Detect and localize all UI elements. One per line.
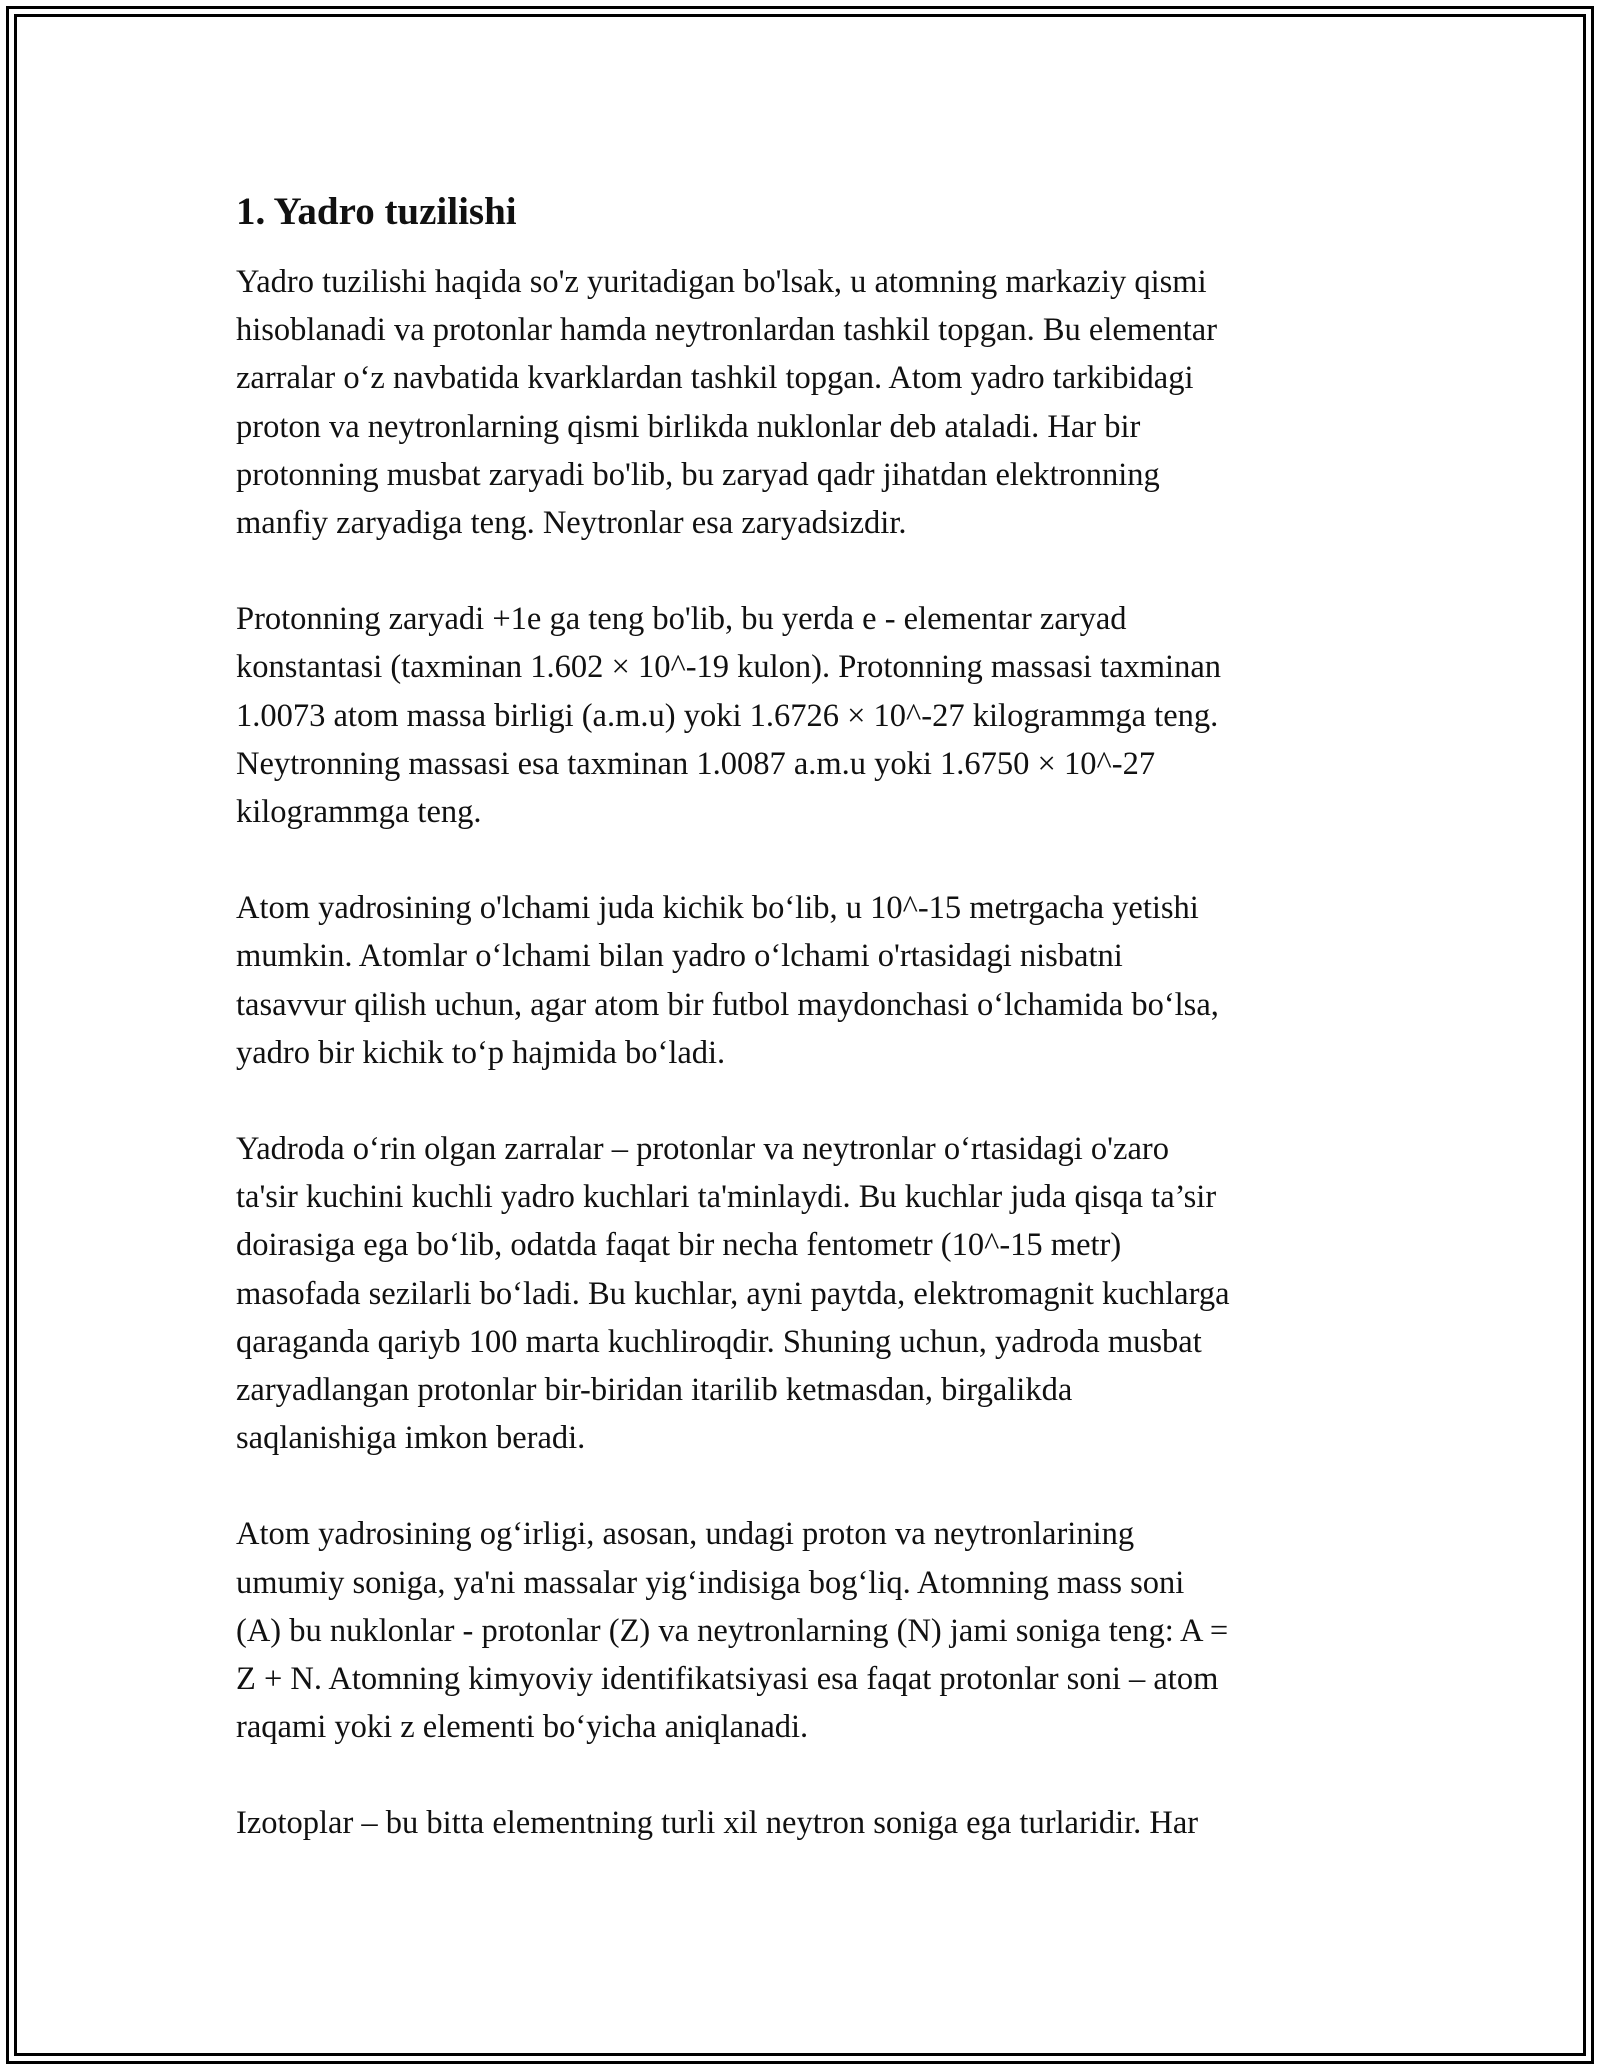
paragraph-2: Protonning zaryadi +1e ga teng bo'lib, bu yerda e - elementar zaryad konstantasi (taxminan 1.602 × 10^-19 kulon). Protonning massasi taxminan 1.0073 atom massa birligi (a.m.u) yoki 1.6726 × 10^-27 kilogrammga teng. Neytronning massasi esa taxminan 1.0087 a.m.u yoki 1.6750 × 10^-27 kilogrammga teng. <box>236 601 1221 831</box>
paragraph-6: Izotoplar – bu bitta elementning turli xil neytron soniga ega turlaridir. Har <box>236 1805 1199 1842</box>
section-heading: 1. Yadro tuzilishi <box>236 190 517 233</box>
paragraph-5: Atom yadrosining og‘irligi, asosan, undagi proton va neytronlarining umumiy soniga, ya'ni massalar yig‘indisiga bog‘liq. Atomning mass soni (A) bu nuklonlar - protonlar (Z) va neytronlarning (N) jami soniga teng: A = Z + N. Atomning kimyoviy identifikatsiyasi esa faqat protonlar soni – atom raqami yoki z elementi bo‘yicha aniqlanadi. <box>236 1516 1229 1746</box>
paragraph-3: Atom yadrosining o'lchami juda kichik bo‘lib, u 10^-15 metrgacha yetishi mumkin. Atomlar o‘lchami bilan yadro o‘lchami o'rtasidagi nisbatni tasavvur qilish uchun, agar atom bir futbol maydonchasi o‘lchamida bo‘lsa, yadro bir kichik to‘p hajmida bo‘ladi. <box>236 890 1219 1071</box>
paragraph-1: Yadro tuzilishi haqida so'z yuritadigan bo'lsak, u atomning markaziy qismi hisoblanadi va protonlar hamda neytronlardan tashkil topgan. Bu elementar zarralar o‘z navbatida kvarklardan tashkil topgan. Atom yadro tarkibidagi proton va neytronlarning qismi birlikda nuklonlar deb ataladi. Har bir protonning musbat zaryadi bo'lib, bu zaryad qadr jihatdan elektronning manfiy zaryadiga teng. Neytronlar esa zaryadsizdir. <box>236 264 1218 542</box>
paragraph-4: Yadroda o‘rin olgan zarralar – protonlar va neytronlar o‘rtasidagi o'zaro ta'sir kuchini kuchli yadro kuchlari ta'minlaydi. Bu kuchlar juda qisqa ta’sir doirasiga ega bo‘lib, odatda faqat bir necha fentometr (10^-15 metr) masofada sezilarli bo‘ladi. Bu kuchlar, ayni paytda, elektromagnit kuchlarga qaraganda qariyb 100 marta kuchliroqdir. Shuning uchun, yadroda musbat zaryadlangan protonlar bir-biridan itarilib ketmasdan, birgalikda saqlanishiga imkon beradi. <box>236 1131 1230 1457</box>
document-body <box>236 186 1366 1896</box>
